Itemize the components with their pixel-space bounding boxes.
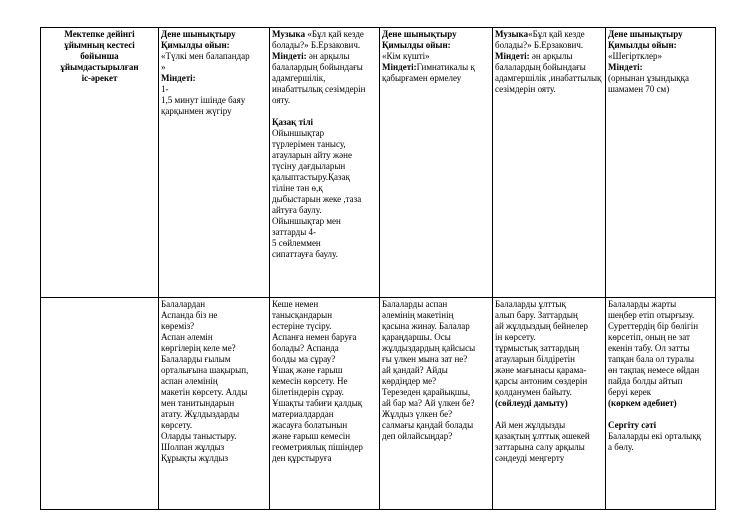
kazakh-line: тіліне тән ө,қ — [272, 183, 323, 193]
section-note: (сөйлеуді дамыту) — [495, 398, 568, 408]
text-line: және ғарыш кемесін — [272, 431, 351, 441]
text-line: қарсы антоним сөздерін — [495, 376, 588, 386]
text-line: Балаларды аспан — [382, 299, 448, 309]
task-text: Гимнатикалы қ қабырғамен өрмелеу — [382, 62, 475, 83]
text-line: болады? Аспанда — [272, 343, 339, 353]
text-line: Оларды таныстыру. — [161, 431, 237, 441]
task-line: 1,5 минут ішінде баяу — [161, 95, 246, 105]
text-line: қолданумен байыту. — [495, 387, 572, 397]
music-label: Музыка — [272, 29, 306, 39]
text-line: салмағы қандай болады — [382, 420, 474, 430]
kazakh-line: дыбыстарын жеке ,таза — [272, 194, 362, 204]
task-label: Міндеті: — [495, 51, 530, 61]
kazakh-line: атауларын айту және — [272, 150, 352, 160]
text-line: қасына жинау. Балалар — [382, 321, 470, 331]
kazakh-line: түсіну дағдыларын — [272, 161, 346, 171]
text-line: Суреттердің бір бөлігін — [608, 321, 699, 331]
kazakh-line: түрлерімен танысу, — [272, 139, 346, 149]
text-line: ін көрсету. — [495, 332, 536, 342]
text-line: көргілерің келе ме? — [161, 343, 236, 353]
text-line: қазақтың ұлттық әшекей — [495, 431, 590, 441]
header-line: ұйымның кестесі — [64, 40, 135, 50]
text-line: беруі керек — [608, 387, 652, 397]
header-cell — [41, 28, 159, 298]
task-text: ән арқылы балалардың бойындағы адамгершілік ,инабаттылық сезімдерін ояту. — [495, 51, 602, 94]
text-line: әлемінің макетінің — [382, 310, 454, 320]
task-text: ән арқылы балалардың бойындағы адамгершілік, инабаттылық сезімдерін ояту. — [272, 51, 366, 105]
text-line: болды ма сұрау? — [272, 354, 336, 364]
text-line: материалдардан — [272, 409, 334, 419]
text-line: аспан әлемінің — [161, 376, 218, 386]
music-label: Музыка — [495, 29, 529, 39]
cell-activity-tue — [270, 298, 380, 510]
text-line: көрсетіп, оның не зат — [608, 332, 690, 342]
music-text: «Бұл қай кезде болады?» Б.Ерзакович. — [495, 29, 585, 50]
header-line: бойынша — [80, 51, 119, 61]
cell-activity-fri — [606, 298, 716, 510]
text-line: көрдіңдер ме? — [382, 376, 437, 386]
task-line: 1- — [161, 84, 169, 94]
header-line: іс-әрекет — [81, 73, 118, 83]
text-line: алып бару. Заттардың — [495, 310, 578, 320]
text-line: көрсету. — [161, 420, 193, 430]
text-line: геометриялық пішіндер — [272, 442, 363, 452]
text-line: қараңдаршы. Осы — [382, 332, 451, 342]
kazakh-line: айтуға баулу. — [272, 205, 322, 215]
text-line: атауларын білдіретін — [495, 354, 575, 364]
activity-title: Дене шынықтыру — [608, 29, 683, 39]
text-line: сәндеуді меңгерту — [495, 453, 565, 463]
text-line: естеріне түсіру. — [272, 321, 332, 331]
text-line: а бөлу. — [608, 442, 634, 452]
kazakh-line: сипаттауға баулу. — [272, 249, 338, 259]
text-line: ғы үлкен мына зат не? — [382, 354, 468, 364]
text-line: көреміз? — [161, 321, 195, 331]
text-line: білетіндерін сұрау. — [272, 387, 344, 397]
text-line: макетін көрсету. Алды — [161, 387, 248, 397]
text-line: Балаларды ұлттық — [495, 299, 566, 309]
kazakh-line: 5 сөйлеммен — [272, 238, 321, 248]
text-line: Балаларды екі орталыққ — [608, 431, 701, 441]
kazakh-label: Қазақ тілі — [272, 117, 314, 127]
game-name: «Кім күшті» — [382, 51, 430, 61]
text-line: Ұшақты табиғи қалдық — [272, 398, 363, 408]
text-line: Терезеден қарайықшы, — [382, 387, 471, 397]
text-line: орталығына шақырып, — [161, 365, 249, 375]
text-line: ай бар ма? Ай үлкен бе? — [382, 398, 475, 408]
header-line: ұйымдастырылған — [60, 62, 139, 72]
section-label: Сергіту сәті — [608, 420, 657, 430]
text-line: деп ойлайсыңдар? — [382, 431, 453, 441]
activity-title: Дене шынықтыру — [161, 29, 236, 39]
task-label: Міндеті: — [608, 62, 643, 72]
text-line: Ұшақ және ғарыш — [272, 365, 343, 375]
text-line: Аспанда біз не — [161, 310, 218, 320]
text-line: заттарына салу арқылы — [495, 442, 585, 452]
cell-pe-wed — [380, 28, 493, 298]
music-text: «Бұл қай кезде болады?» Б.Ерзакович. — [272, 29, 364, 50]
activity-subtitle: Қимылды ойын: — [161, 40, 230, 50]
cell-music-thu — [493, 28, 606, 298]
text-line: Құрықты жұлдыз — [161, 453, 229, 463]
text-line: Кеше немен — [272, 299, 319, 309]
text-line: Аспанға немен баруға — [272, 332, 357, 342]
task-label: Міндеті: — [382, 62, 417, 72]
text-line: жұлдыздардың қайсысы — [382, 343, 476, 353]
text-line: Балаларды жарты — [608, 299, 677, 309]
text-line: және мағынасы қарама- — [495, 365, 587, 375]
text-line: Балаларды ғылым — [161, 354, 231, 364]
task-label: Міндеті: — [272, 51, 307, 61]
text-line: Шолпан жұлдыз — [161, 442, 225, 452]
text-line: тапқан бала ол туралы — [608, 354, 695, 364]
text-line: танысқандарын — [272, 310, 333, 320]
text-line: Жұлдыз үлкен бе? — [382, 409, 453, 419]
text-line: жасауға болатынын — [272, 420, 348, 430]
game-name: «Шегіртклер» — [608, 51, 662, 61]
section-note: (көркем әдебиет) — [608, 398, 677, 408]
kazakh-line: Ойыншықтар — [272, 128, 325, 138]
cell-music-tue — [270, 28, 380, 298]
text-line: кемесін көрсету. Не — [272, 376, 348, 386]
task-line: қарқынмен жүгіру — [161, 106, 232, 116]
text-line: пайда болды айтып — [608, 376, 683, 386]
text-line: ден құрстыруға — [272, 453, 332, 463]
game-name: » — [161, 62, 166, 72]
table-row — [41, 28, 716, 298]
text-line: Балалардан — [161, 299, 206, 309]
task-label: Міндеті: — [161, 73, 196, 83]
header-line: Мектепке дейінгі — [64, 29, 135, 39]
task-text: (орнынан ұзындыққа шамамен 70 см) — [608, 73, 690, 94]
text-line: мен танитындарын — [161, 398, 235, 408]
text-line: атату. Жұлдыздарды — [161, 409, 240, 419]
text-line: ай қандай? Айды — [382, 365, 448, 375]
cell-activity-mon — [159, 298, 270, 510]
text-line: Аспан әлемін — [161, 332, 213, 342]
cell-pe-mon — [159, 28, 270, 298]
empty-header-cell — [41, 298, 159, 510]
kazakh-line: Ойыншықтар мен — [272, 216, 341, 226]
text-line: екенін табу. Ол затты — [608, 343, 690, 353]
text-line: өн тақпақ немесе өйдан — [608, 365, 700, 375]
text-line: шеңбер етіп отырғызу. — [608, 310, 695, 320]
schedule-table — [40, 27, 716, 510]
text-line: тұрмыстық заттардың — [495, 343, 580, 353]
activity-title: Дене шынықтыру — [382, 29, 457, 39]
cell-activity-thu — [493, 298, 606, 510]
text-line: ай жұлдыздың бейнелер — [495, 321, 589, 331]
kazakh-line: заттарды 4- — [272, 227, 317, 237]
activity-subtitle: Қимылды ойын: — [608, 40, 677, 50]
cell-pe-fri — [606, 28, 716, 298]
table-row — [41, 298, 716, 510]
activity-subtitle: Қимылды ойын: — [382, 40, 451, 50]
kazakh-line: қалыптастыру.Қазақ — [272, 172, 350, 182]
cell-activity-wed — [380, 298, 493, 510]
game-name: «Түлкі мен балапандар — [161, 51, 250, 61]
text-line: Ай мен жұлдызды — [495, 420, 566, 430]
